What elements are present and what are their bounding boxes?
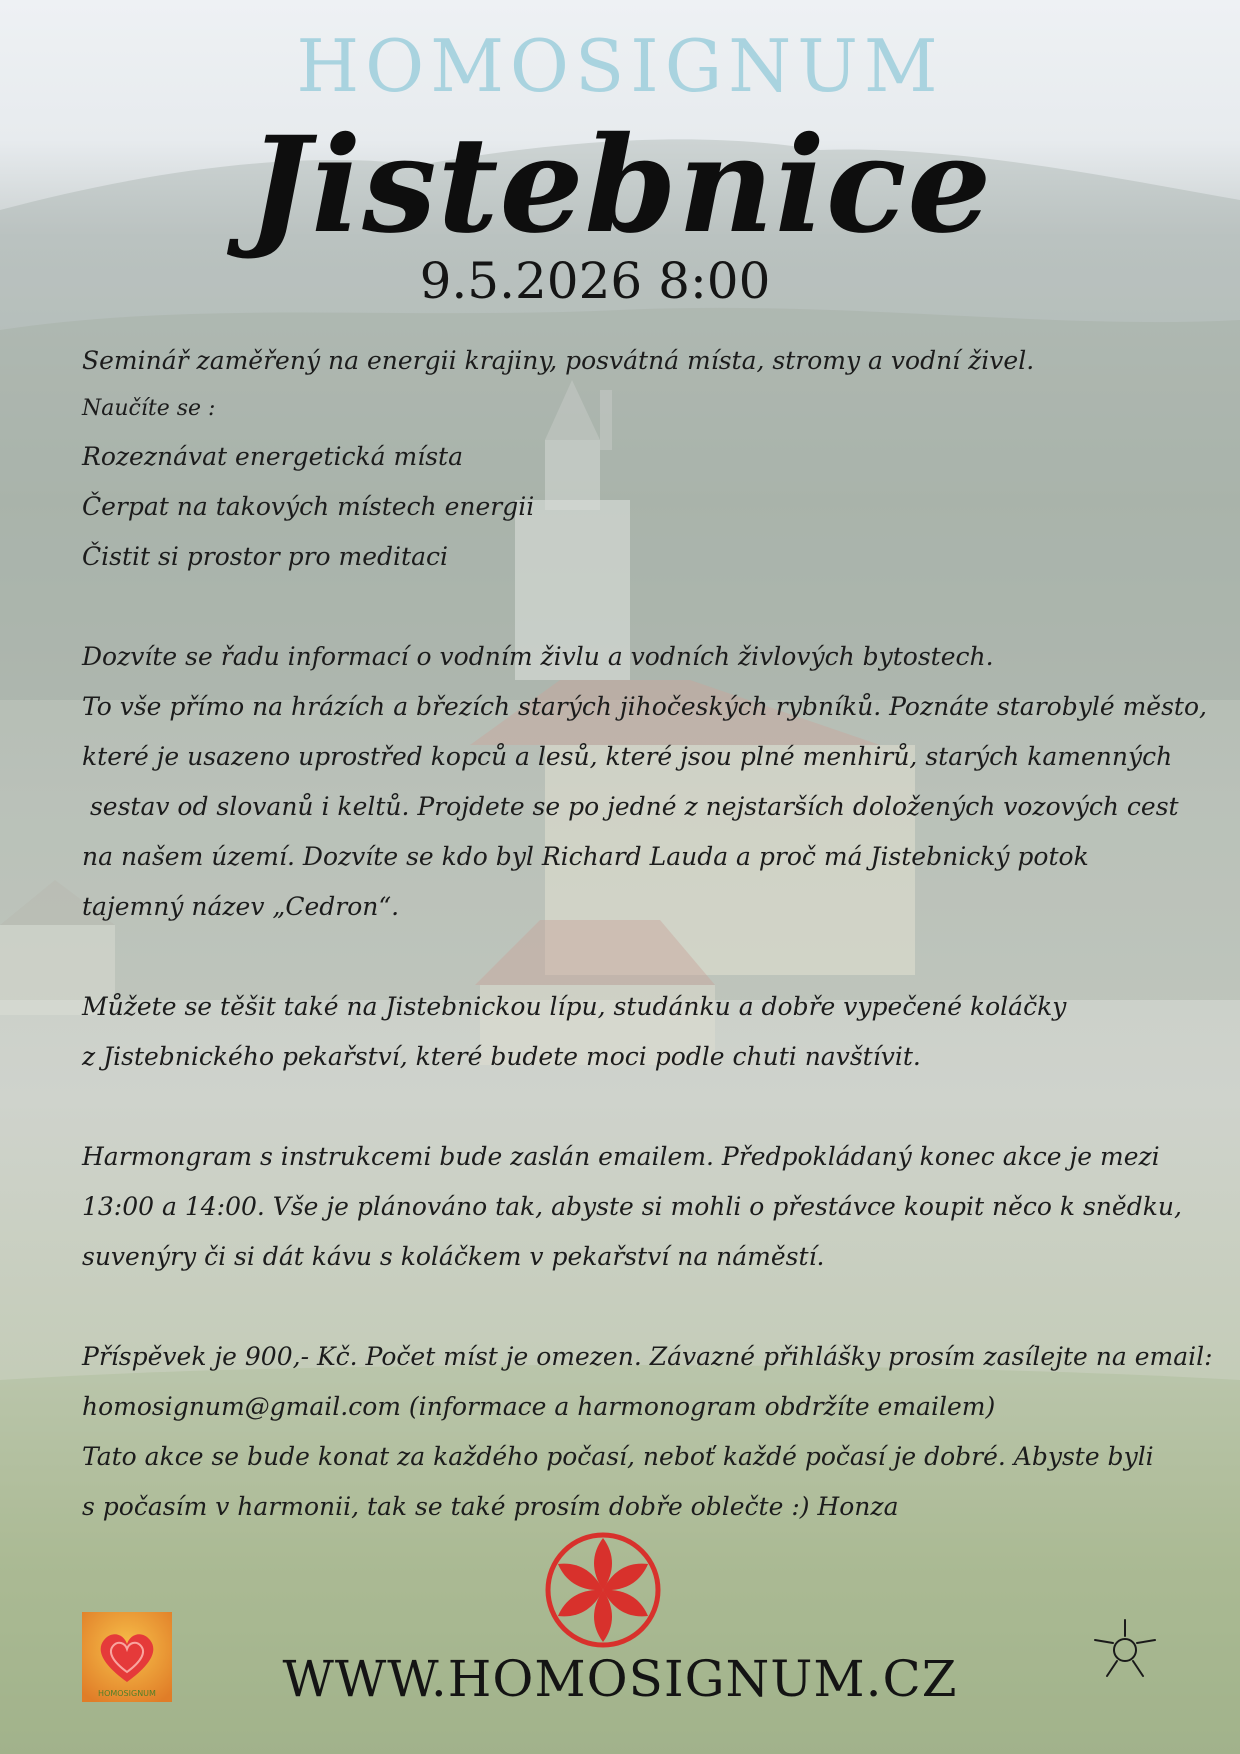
badge-text: HOMOSIGNUM [98,1689,156,1698]
brand-title-text: HOMOSIGNUM [296,24,944,108]
learn-item: Čerpat na takových místech energii [82,492,535,521]
paragraph-line: z Jistebnického pekařství, které budete moci podle chuti navštívit. [82,1042,921,1071]
intro-line: Seminář zaměřený na energii krajiny, posvátná místa, stromy a vodní živel. [82,346,1035,375]
learn-item: Čistit si prostor pro meditaci [82,542,448,571]
paragraph-line: které je usazeno uprostřed kopců a lesů, které jsou plné menhirů, starých kamenných [82,742,1173,771]
paragraph-line: sestav od slovanů i keltů. Projdete se po jedné z nejstarších doložených vozových cest [82,792,1179,821]
paragraph-line: Tato akce se bude konat za každého počasí, neboť každé počasí je dobré. Abyste byli [82,1442,1154,1471]
paragraph-line: To vše přímo na hrázích a březích starých jihočeských rybníků. Poznáte starobylé město, [82,692,1207,721]
event-date-time: 9.5.2026 8:00 [419,252,771,310]
paragraph-line: 13:00 a 14:00. Vše je plánováno tak, abyste si mohli o přestávce koupit něco k snědku, [82,1192,1182,1221]
paragraph-line: suvenýry či si dát kávu s koláčkem v pekařství na náměstí. [82,1242,825,1271]
paragraph-line: Harmongram s instrukcemi bude zaslán emailem. Předpokládaný konec akce je mezi [82,1142,1160,1171]
contact-email-line: homosignum@gmail.com (informace a harmonogram obdržíte emailem) [82,1392,996,1421]
paragraph-line: Dozvíte se řadu informací o vodním živlu a vodních živlových bytostech. [82,642,994,671]
paragraph-line: s počasím v harmonii, tak se také prosím dobře oblečte :) Honza [82,1492,899,1521]
event-description [82,336,1212,1532]
learn-item: Rozeznávat energetická místa [82,442,464,471]
paragraph-line: Příspěvek je 900,- Kč. Počet míst je omezen. Závazné přihlášky prosím zasílejte na email: [82,1342,1213,1371]
event-place-title: Jistebnice [247,108,993,263]
slavic-seal-icon [543,1530,663,1650]
paragraph-line: Můžete se těšit také na Jistebnickou lípu, studánku a dobře vypečené koláčky [82,992,1067,1021]
paragraph-line: na našem území. Dozvíte se kdo byl Richard Lauda a proč má Jistebnický potok [82,842,1089,871]
learn-label: Naučíte se : [82,396,216,421]
brand-logo-title [0,24,1240,108]
website-url: WWW.HOMOSIGNUM.CZ [282,1650,958,1708]
paragraph-line: tajemný název „Cedron“. [82,892,400,921]
